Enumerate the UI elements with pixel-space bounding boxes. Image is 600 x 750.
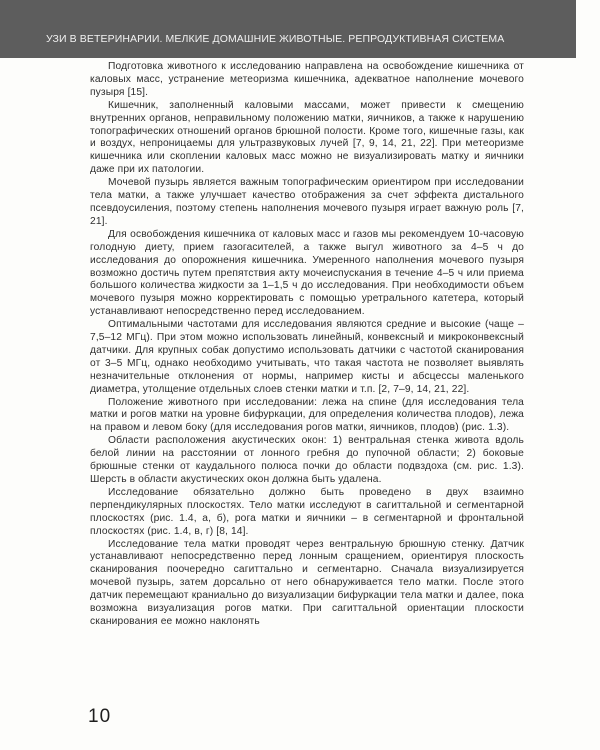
paragraph-1: Подготовка животного к исследованию направлена на освобождение кишечника от каловых масс, устранение метеоризма кишечника, адекватное наполнение мочевого пузыря [15]. [90,61,524,98]
paragraph-5: Оптимальными частотами для исследования являются средние и высокие (чаще – 7,5–12 МГц). При этом можно использовать линейный, конвексный и микроконвексный датчики. Для крупных собак допустимо использовать датчики с частотой сканирования от 3–5 МГц, однако необходимо учитывать, что такая частота не позволяет выявлять незначительные отклонения от нормы, например кисты и абсцессы маленького диаметра, утолщение отдельных слоев стенки матки и т.п. [2, 7–9, 14, 21, 22]. [90,319,524,395]
paragraph-8: Исследование обязательно должно быть проведено в двух взаимно перпендикулярных плоскостях. Тело матки исследуют в сагиттальной и сегментарной плоскостях (рис. 1.4, а, б), рога матки и яичники – в сегментарной и фронтальной плоскостях (рис. 1.4, в, г) [8, 14]. [90,486,524,537]
paragraph-6: Положение животного при исследовании: лежа на спине (для исследования тела матки и рогов матки на уровне бифуркации, для определения количества плодов), лежа на правом и левом боку (для исследования рогов матки, яичников, плодов) (рис. 1.3). [90,396,524,434]
paragraph-4: Для освобождения кишечника от каловых масс и газов мы рекомендуем 10-часовую голодную диету, прием газогасителей, а также выгул животного за 4–5 ч до исследования до опорожнения кишечника. Умеренного наполнения мочевого пузыря возможно достичь путем препятствия акту мочеиспускания в течение 4–5 ч или приема большого количества жидкости за 1–1,5 ч до исследования. При необходимости объем мочевого пузыря можно корректировать с помощью уретрального катетера, который устанавливают непосредственно перед исследованием. [90,228,524,318]
page-number: 10 [88,706,112,727]
running-header [0,0,600,58]
paragraph-9: Исследование тела матки проводят через вентральную брюшную стенку. Датчик устанавливают непосредственно перед лонным сращением, ориентируя плоскость сканирования поочередно сагиттально и сегментарно. Сначала визуализируется мочевой пузырь, затем дорсально от него обнаруживается тело матки. После этого датчик перемещают краниально до визуализации бифуркации тела матки и далее, пока возможна визуализация рогов матки. При сагиттальной ориентации плоскости сканирования ее можно наклонять [90,538,524,627]
body-text [90,58,524,629]
paragraph-3: Мочевой пузырь является важным топографическим ориентиром при исследовании тела матки, а также улучшает качество отображения за счет эффекта дистального псевдоусиления, поэтому степень наполнения мочевого пузыря играет важную роль [7, 21]. [90,177,524,227]
paragraph-2: Кишечник, заполненный каловыми массами, может привести к смещению внутренних органов, неправильному положению матки, яичников, а также к нарушению топографических отношений органов брюшной полости. Кроме того, кишечные газы, как и воздух, непроницаемы для ультразвуковых лучей [7, 9, 14, 21, 22]. При метеоризме кишечника или скоплении каловых масс можно не визуализировать матку и яичники даже при их патологии. [90,99,524,176]
header-band [0,0,576,58]
header-title: УЗИ В ВЕТЕРИНАРИИ. МЕЛКИЕ ДОМАШНИЕ ЖИВОТНЫЕ. РЕПРОДУКТИВНАЯ СИСТЕМА [46,33,505,45]
paragraph-7: Области расположения акустических окон: 1) вентральная стенка живота вдоль белой линии на расстоянии от лонного гребня до пупочной области; 2) боковые брюшные стенки от каудального полюса почки до области подвздоха (см. рис. 1.3). Шерсть в области акустических окон должна быть удалена. [90,435,524,485]
